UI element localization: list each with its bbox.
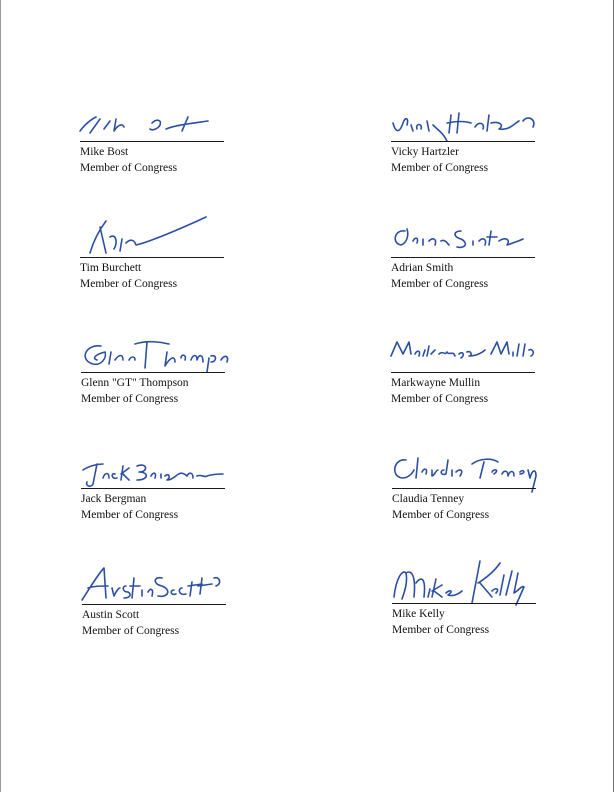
signatory-title: Member of Congress (80, 162, 178, 174)
signatory-name: Adrian Smith (391, 262, 454, 274)
signature-mike-kelly-icon (388, 563, 544, 613)
signature-jack-bergman-icon (77, 448, 233, 498)
signature-tim-burchett-icon (76, 217, 232, 267)
signatory-title: Member of Congress (391, 278, 489, 290)
signatory-name: Claudia Tenney (392, 493, 465, 505)
signature-vicky-hartzler-icon (387, 101, 543, 151)
signature-claudia-tenney-icon (388, 448, 544, 498)
signatory-title: Member of Congress (392, 509, 490, 521)
signatory-name: Mike Kelly (392, 608, 445, 620)
signatory-name: Glenn "GT" Thompson (81, 377, 189, 389)
signature-line (391, 141, 535, 142)
signatory-name: Mike Bost (80, 146, 129, 158)
signatory-name: Vicky Hartzler (391, 146, 459, 158)
signature-line (391, 372, 535, 373)
signatory-name: Jack Bergman (81, 493, 147, 505)
signatory-name: Austin Scott (82, 609, 140, 621)
signatory-name: Markwayne Mullin (391, 377, 481, 389)
signatory-title: Member of Congress (81, 509, 179, 521)
signature-mike-bost-icon (76, 101, 232, 151)
signature-line (392, 603, 536, 604)
signature-line (391, 257, 535, 258)
signatory-title: Member of Congress (391, 393, 489, 405)
signatory-name: Tim Burchett (80, 262, 142, 274)
signature-line (81, 372, 225, 373)
signature-line (82, 604, 226, 605)
signatory-title: Member of Congress (81, 393, 179, 405)
signatory-title: Member of Congress (391, 162, 489, 174)
signature-line (81, 488, 225, 489)
signatory-title: Member of Congress (80, 278, 178, 290)
signature-markwayne-mullin-icon (387, 332, 543, 382)
signature-line (392, 488, 536, 489)
signatory-title: Member of Congress (82, 625, 180, 637)
signature-line (80, 257, 224, 258)
signatory-title: Member of Congress (392, 624, 490, 636)
signature-glenn-thompson-icon (77, 332, 233, 382)
signature-austin-scott-icon (78, 564, 234, 614)
signature-adrian-smith-icon (387, 217, 543, 267)
signature-line (80, 141, 224, 142)
